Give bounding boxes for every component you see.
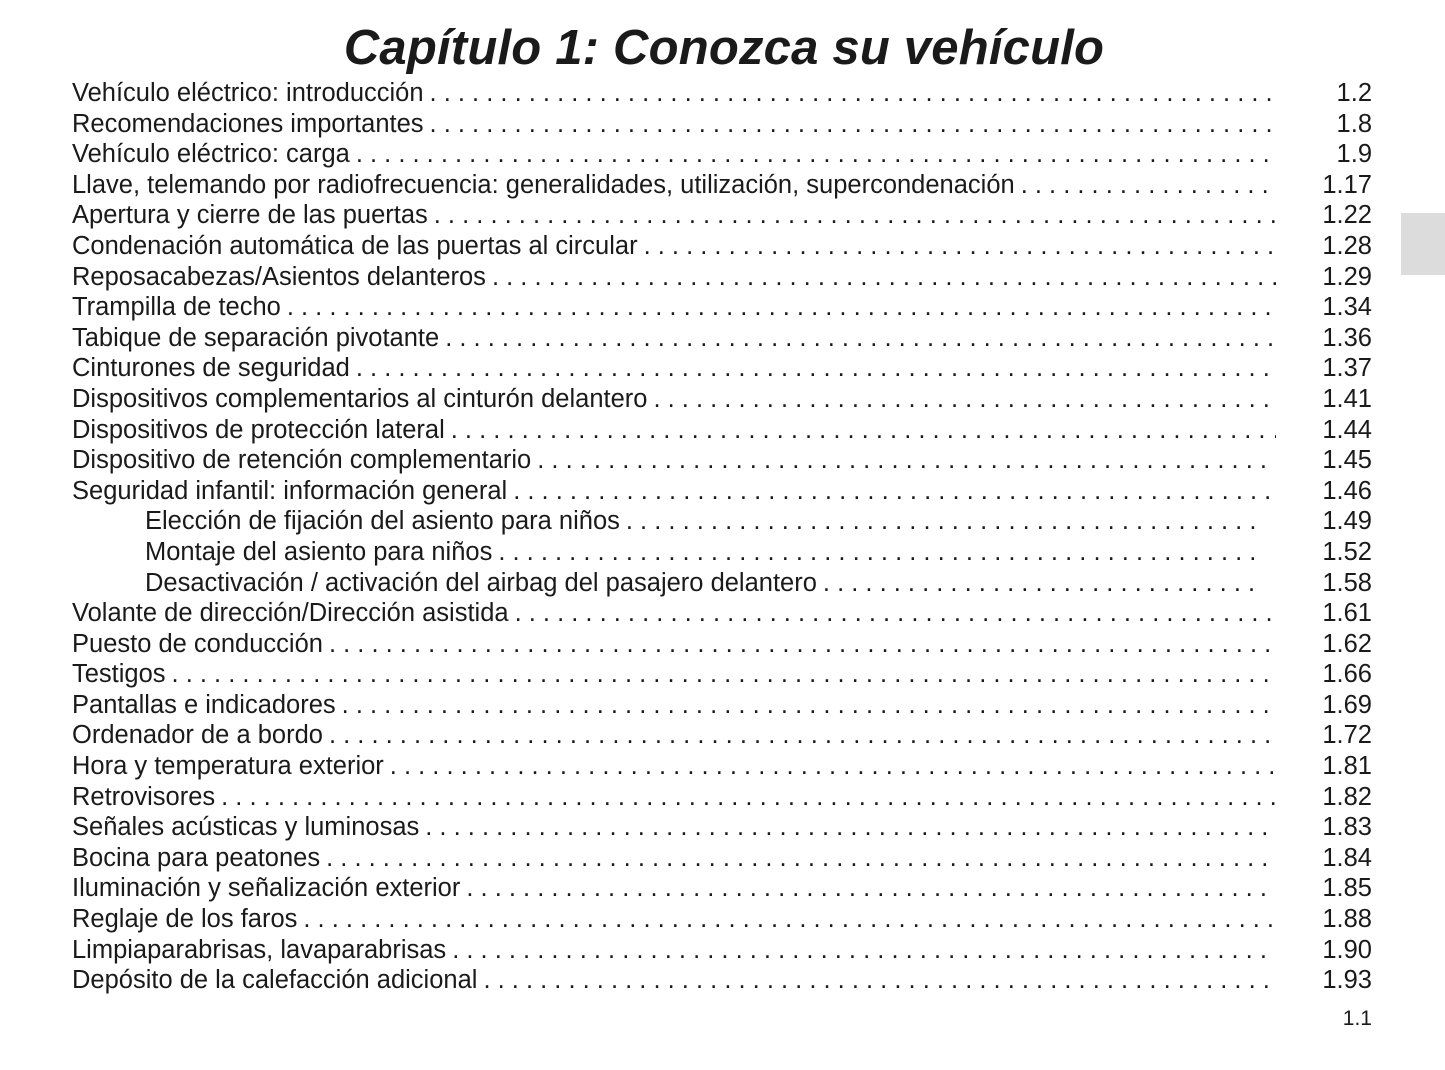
toc-entry-label: Tabique de separación pivotante: [72, 323, 440, 352]
toc-entry-label: Testigos: [72, 660, 166, 689]
toc-entry-page: 1.66: [1322, 660, 1372, 689]
toc-entry-label: Volante de dirección/Dirección asistida: [72, 599, 509, 628]
page-number: 1.1: [1342, 1007, 1372, 1030]
toc-entry[interactable]: [72, 415, 1372, 446]
dot-leader: [498, 537, 1260, 568]
toc-entry[interactable]: [72, 720, 1372, 751]
toc-entry-label: Bocina para peatones: [72, 843, 321, 872]
dot-leader: [653, 384, 1276, 415]
toc-entry-page: 1.69: [1322, 690, 1372, 719]
toc-entry-page: 1.90: [1322, 935, 1372, 964]
toc-entry-label: Condenación automática de las puertas al circular: [72, 231, 638, 260]
toc-entry[interactable]: [72, 353, 1372, 384]
toc-entry[interactable]: [72, 109, 1372, 140]
dot-leader: [483, 965, 1276, 996]
toc-entry[interactable]: [72, 598, 1372, 629]
toc-entry[interactable]: [72, 659, 1372, 690]
toc-entry-label: Puesto de conducción: [72, 629, 323, 658]
toc-entry-page: 1.84: [1322, 843, 1372, 872]
toc-entry-page: 1.36: [1322, 323, 1372, 352]
dot-leader: [172, 659, 1276, 690]
toc-entry[interactable]: [72, 476, 1372, 507]
toc-entry-label: Dispositivos complementarios al cinturón delantero: [72, 384, 648, 413]
toc-entry-page: 1.72: [1322, 721, 1372, 750]
dot-leader: [287, 292, 1276, 323]
toc-entry-page: 1.85: [1322, 874, 1372, 903]
toc-entry-page: 1.37: [1322, 354, 1372, 383]
toc-entry-page: 1.62: [1322, 629, 1372, 658]
toc-entry[interactable]: [72, 690, 1372, 721]
toc-entry[interactable]: [72, 384, 1372, 415]
toc-entry-page: 1.8: [1336, 109, 1372, 138]
dot-leader: [390, 751, 1276, 782]
toc-entry-label: Recomendaciones importantes: [72, 109, 424, 138]
dot-leader: [626, 506, 1260, 537]
toc-entry-page: 1.61: [1322, 599, 1372, 628]
dot-leader: [326, 843, 1276, 874]
toc-entry[interactable]: [72, 231, 1372, 262]
dot-leader: [1021, 170, 1276, 201]
dot-leader: [492, 262, 1276, 293]
dot-leader: [466, 873, 1276, 904]
dot-leader: [425, 812, 1276, 843]
toc-entry-page: 1.17: [1322, 170, 1372, 199]
toc-entry[interactable]: [72, 323, 1372, 354]
toc-entry-page: 1.45: [1322, 446, 1372, 475]
toc-entry-label: Hora y temperatura exterior: [72, 752, 384, 781]
toc-entry-page: 1.2: [1336, 79, 1372, 107]
toc-entry[interactable]: [72, 292, 1372, 323]
toc-entry-label: Limpiaparabrisas, lavaparabrisas: [72, 935, 447, 964]
table-of-contents: [72, 78, 1372, 996]
toc-entry[interactable]: [72, 782, 1372, 813]
toc-entry-page: 1.46: [1322, 476, 1372, 505]
dot-leader: [823, 568, 1260, 599]
toc-entry-label: Vehículo eléctrico: introducción: [72, 79, 424, 107]
toc-entry-page: 1.29: [1322, 262, 1372, 291]
toc-entry-label: Trampilla de techo: [72, 293, 281, 322]
toc-entry-label: Seguridad infantil: información general: [72, 476, 508, 505]
toc-entry-label: Vehículo eléctrico: carga: [72, 140, 350, 169]
toc-entry-label: Montaje del asiento para niños: [145, 537, 493, 566]
toc-entry-page: 1.34: [1322, 293, 1372, 322]
toc-entry[interactable]: [72, 812, 1372, 843]
dot-leader: [430, 78, 1276, 109]
toc-entry[interactable]: [72, 935, 1372, 966]
toc-entry[interactable]: [72, 200, 1372, 231]
toc-entry[interactable]: [72, 170, 1372, 201]
toc-entry-label: Depósito de la calefacción adicional: [72, 966, 478, 995]
toc-entry-label: Reglaje de los faros: [72, 905, 298, 934]
toc-entry-page: 1.22: [1322, 201, 1372, 230]
toc-entry-label: Dispositivo de retención complementario: [72, 446, 532, 475]
toc-subentry[interactable]: [72, 568, 1372, 599]
dot-leader: [445, 323, 1276, 354]
toc-entry[interactable]: [72, 139, 1372, 170]
toc-subentry[interactable]: [72, 537, 1372, 568]
toc-entry-label: Retrovisores: [72, 782, 216, 811]
toc-entry-page: 1.81: [1322, 752, 1372, 781]
toc-entry[interactable]: [72, 873, 1372, 904]
dot-leader: [644, 231, 1276, 262]
toc-entry-label: Reposacabezas/Asientos delanteros: [72, 262, 486, 291]
toc-entry-page: 1.49: [1322, 507, 1372, 536]
dot-leader: [430, 109, 1276, 140]
dot-leader: [329, 629, 1276, 660]
toc-entry-page: 1.44: [1322, 415, 1372, 444]
toc-entry-label: Ordenador de a bordo: [72, 721, 323, 750]
dot-leader: [221, 782, 1276, 813]
toc-entry-page: 1.41: [1322, 384, 1372, 413]
toc-entry[interactable]: [72, 262, 1372, 293]
toc-entry-page: 1.88: [1322, 905, 1372, 934]
toc-entry[interactable]: [72, 751, 1372, 782]
toc-entry[interactable]: [72, 843, 1372, 874]
toc-entry[interactable]: [72, 904, 1372, 935]
toc-entry[interactable]: [72, 445, 1372, 476]
toc-entry-label: Llave, telemando por radiofrecuencia: generalidades, utilización, supercondenación: [72, 170, 1015, 199]
toc-entry-page: 1.83: [1322, 813, 1372, 842]
dot-leader: [434, 200, 1276, 231]
dot-leader: [513, 476, 1276, 507]
chapter-side-tab: [1401, 213, 1445, 275]
toc-entry[interactable]: [72, 965, 1372, 996]
dot-leader: [537, 445, 1276, 476]
toc-entry-page: 1.58: [1322, 568, 1372, 597]
dot-leader: [356, 353, 1276, 384]
toc-entry-page: 1.82: [1322, 782, 1372, 811]
toc-entry-page: 1.28: [1322, 231, 1372, 260]
toc-subentry[interactable]: [72, 506, 1372, 537]
toc-entry-label: Dispositivos de protección lateral: [72, 415, 445, 444]
toc-entry-label: Pantallas e indicadores: [72, 690, 336, 719]
toc-entry-label: Elección de fijación del asiento para niños: [145, 507, 620, 536]
toc-entry[interactable]: [72, 629, 1372, 660]
toc-entry-label: Apertura y cierre de las puertas: [72, 201, 428, 230]
toc-entry-label: Iluminación y señalización exterior: [72, 874, 461, 903]
toc-entry-label: Cinturones de seguridad: [72, 354, 350, 383]
dot-leader: [515, 598, 1276, 629]
toc-entry-page: 1.93: [1322, 966, 1372, 995]
dot-leader: [452, 935, 1276, 966]
chapter-title: Capítulo 1: Conozca su vehículo: [343, 21, 1105, 75]
toc-entry-label: Señales acústicas y luminosas: [72, 813, 420, 842]
dot-leader: [356, 139, 1276, 170]
toc-entry-page: 1.9: [1336, 140, 1372, 169]
dot-leader: [303, 904, 1276, 935]
toc-entry-label: Desactivación / activación del airbag del pasajero delantero: [145, 568, 817, 597]
toc-entry[interactable]: [72, 78, 1372, 109]
dot-leader: [451, 415, 1276, 446]
dot-leader: [329, 720, 1276, 751]
dot-leader: [342, 690, 1276, 721]
toc-entry-page: 1.52: [1322, 537, 1372, 566]
